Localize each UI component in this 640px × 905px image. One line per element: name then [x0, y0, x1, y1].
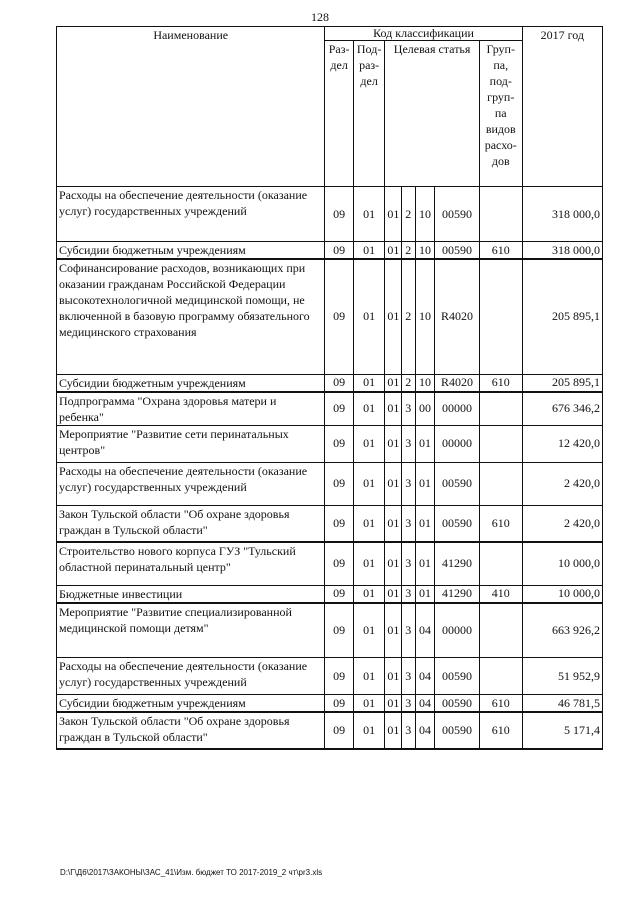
row-amount: 205 895,1	[522, 374, 602, 392]
row-target-event: 04	[415, 603, 434, 658]
row-razdel: 09	[325, 542, 353, 585]
row-target-event: 10	[415, 187, 434, 242]
row-podrazdel: 01	[353, 259, 385, 374]
table-row	[57, 712, 603, 749]
row-podrazdel: 01	[353, 242, 385, 260]
row-podrazdel: 01	[353, 695, 385, 713]
row-target-subprogram: 3	[401, 603, 415, 658]
file-path-footer: D:\Г\Д6\2017\ЗАКОНЫ\ЗАС_41\Изм. бюджет ТО 2017-2019_2 чт\pr3.xls	[60, 868, 323, 877]
row-amount: 663 926,2	[522, 603, 602, 658]
row-expense-group	[479, 187, 522, 242]
row-target-event: 01	[415, 425, 434, 462]
row-target-program: 01	[385, 695, 401, 713]
row-podrazdel: 01	[353, 542, 385, 585]
table-row	[57, 695, 603, 713]
row-target-event: 01	[415, 505, 434, 542]
row-target-event: 10	[415, 259, 434, 374]
row-target-event: 04	[415, 695, 434, 713]
row-podrazdel: 01	[353, 505, 385, 542]
row-target-event: 01	[415, 462, 434, 505]
row-name: Бюджетные инвестиции	[57, 585, 325, 603]
row-razdel: 09	[325, 242, 353, 260]
row-razdel: 09	[325, 712, 353, 749]
row-amount: 676 346,2	[522, 392, 602, 426]
row-expense-group: 610	[479, 712, 522, 749]
row-name: Субсидии бюджетным учреждениям	[57, 374, 325, 392]
row-name: Закон Тульской области "Об охране здоровья граждан в Тульской области"	[57, 505, 325, 542]
row-expense-group: 610	[479, 505, 522, 542]
row-amount: 2 420,0	[522, 462, 602, 505]
row-razdel: 09	[325, 392, 353, 426]
row-expense-group: 610	[479, 242, 522, 260]
row-target-event: 01	[415, 585, 434, 603]
row-target-code: 00590	[435, 695, 480, 713]
row-name: Мероприятие "Развитие специализированной медицинской помощи детям"	[57, 603, 325, 658]
row-razdel: 09	[325, 585, 353, 603]
row-name: Подпрограмма "Охрана здоровья матери и ребенка"	[57, 392, 325, 426]
row-razdel: 09	[325, 374, 353, 392]
table-row	[57, 542, 603, 585]
row-podrazdel: 01	[353, 603, 385, 658]
row-podrazdel: 01	[353, 425, 385, 462]
row-podrazdel: 01	[353, 392, 385, 426]
row-amount: 46 781,5	[522, 695, 602, 713]
row-razdel: 09	[325, 658, 353, 695]
row-target-program: 01	[385, 658, 401, 695]
row-target-program: 01	[385, 585, 401, 603]
row-target-program: 01	[385, 187, 401, 242]
table-row	[57, 603, 603, 658]
row-expense-group	[479, 658, 522, 695]
table-row	[57, 187, 603, 242]
row-target-code: 00590	[435, 462, 480, 505]
row-expense-group: 410	[479, 585, 522, 603]
row-target-event: 04	[415, 712, 434, 749]
row-target-program: 01	[385, 425, 401, 462]
row-target-subprogram: 2	[401, 259, 415, 374]
row-amount: 51 952,9	[522, 658, 602, 695]
row-target-program: 01	[385, 259, 401, 374]
row-target-code: R4020	[435, 259, 480, 374]
row-target-program: 01	[385, 712, 401, 749]
row-name: Мероприятие "Развитие сети перинатальных центров"	[57, 425, 325, 462]
row-target-subprogram: 3	[401, 462, 415, 505]
row-expense-group	[479, 259, 522, 374]
row-name: Субсидии бюджетным учреждениям	[57, 242, 325, 260]
row-target-subprogram: 3	[401, 585, 415, 603]
table-row	[57, 374, 603, 392]
row-target-subprogram: 2	[401, 242, 415, 260]
row-razdel: 09	[325, 505, 353, 542]
table-body	[57, 187, 603, 750]
row-expense-group: 610	[479, 695, 522, 713]
row-target-subprogram: 3	[401, 658, 415, 695]
row-target-event: 04	[415, 658, 434, 695]
table-row	[57, 462, 603, 505]
row-target-subprogram: 3	[401, 712, 415, 749]
row-amount: 318 000,0	[522, 242, 602, 260]
row-target-code: 00590	[435, 712, 480, 749]
table-row	[57, 658, 603, 695]
header-razdel: Раз-дел	[325, 41, 353, 187]
row-target-subprogram: 3	[401, 695, 415, 713]
row-target-subprogram: 3	[401, 542, 415, 585]
row-amount: 12 420,0	[522, 425, 602, 462]
row-name: Расходы на обеспечение деятельности (оказание услуг) государственных учреждений	[57, 658, 325, 695]
header-target: Целевая статья	[385, 41, 480, 187]
row-target-program: 01	[385, 392, 401, 426]
row-podrazdel: 01	[353, 187, 385, 242]
row-expense-group	[479, 425, 522, 462]
row-name: Закон Тульской области "Об охране здоровья граждан в Тульской области"	[57, 712, 325, 749]
row-razdel: 09	[325, 695, 353, 713]
row-expense-group	[479, 542, 522, 585]
row-name: Субсидии бюджетным учреждениям	[57, 695, 325, 713]
row-amount: 2 420,0	[522, 505, 602, 542]
row-name: Софинансирование расходов, возникающих при оказании гражданам Российской Федерации высокотехнологичной медицинской помощи, не включенной в базовую программу обязательного медицинского страхования	[57, 259, 325, 374]
row-podrazdel: 01	[353, 462, 385, 505]
row-razdel: 09	[325, 425, 353, 462]
row-amount: 10 000,0	[522, 542, 602, 585]
row-target-code: 00590	[435, 242, 480, 260]
row-razdel: 09	[325, 259, 353, 374]
row-target-program: 01	[385, 374, 401, 392]
row-target-event: 10	[415, 242, 434, 260]
row-target-code: 00000	[435, 603, 480, 658]
row-target-subprogram: 3	[401, 392, 415, 426]
header-podrazdel: Под-раз-дел	[353, 41, 385, 187]
row-podrazdel: 01	[353, 374, 385, 392]
row-amount: 318 000,0	[522, 187, 602, 242]
row-target-program: 01	[385, 542, 401, 585]
table-row	[57, 505, 603, 542]
row-target-code: 00000	[435, 392, 480, 426]
row-target-program: 01	[385, 242, 401, 260]
row-amount: 5 171,4	[522, 712, 602, 749]
row-target-program: 01	[385, 505, 401, 542]
row-name: Расходы на обеспечение деятельности (оказание услуг) государственных учреждений	[57, 462, 325, 505]
row-razdel: 09	[325, 462, 353, 505]
row-target-code: R4020	[435, 374, 480, 392]
row-target-event: 00	[415, 392, 434, 426]
table-row	[57, 425, 603, 462]
table-row	[57, 242, 603, 260]
table-row	[57, 585, 603, 603]
row-target-code: 00590	[435, 187, 480, 242]
header-name: Наименование	[57, 27, 325, 187]
row-podrazdel: 01	[353, 585, 385, 603]
row-target-event: 10	[415, 374, 434, 392]
page-number: 128	[311, 10, 329, 24]
row-expense-group	[479, 603, 522, 658]
row-expense-group	[479, 462, 522, 505]
row-target-subprogram: 2	[401, 187, 415, 242]
header-code: Код классификации	[325, 27, 522, 41]
row-target-subprogram: 2	[401, 374, 415, 392]
row-target-code: 41290	[435, 542, 480, 585]
row-target-code: 41290	[435, 585, 480, 603]
row-name: Строительство нового корпуса ГУЗ "Тульский областной перинатальный центр"	[57, 542, 325, 585]
table-row	[57, 392, 603, 426]
row-razdel: 09	[325, 187, 353, 242]
row-target-program: 01	[385, 462, 401, 505]
row-expense-group	[479, 392, 522, 426]
budget-table	[56, 26, 603, 750]
header-year: 2017 год	[522, 27, 602, 187]
row-target-code: 00590	[435, 658, 480, 695]
header-group: Груп-па, под-груп-па видов расхо-дов	[479, 41, 522, 187]
row-name: Расходы на обеспечение деятельности (оказание услуг) государственных учреждений	[57, 187, 325, 242]
row-amount: 10 000,0	[522, 585, 602, 603]
row-podrazdel: 01	[353, 712, 385, 749]
row-razdel: 09	[325, 603, 353, 658]
row-target-code: 00000	[435, 425, 480, 462]
table-row	[57, 259, 603, 374]
row-target-code: 00590	[435, 505, 480, 542]
row-expense-group: 610	[479, 374, 522, 392]
row-target-subprogram: 3	[401, 505, 415, 542]
row-target-subprogram: 3	[401, 425, 415, 462]
row-podrazdel: 01	[353, 658, 385, 695]
row-target-program: 01	[385, 603, 401, 658]
row-target-event: 01	[415, 542, 434, 585]
row-amount: 205 895,1	[522, 259, 602, 374]
